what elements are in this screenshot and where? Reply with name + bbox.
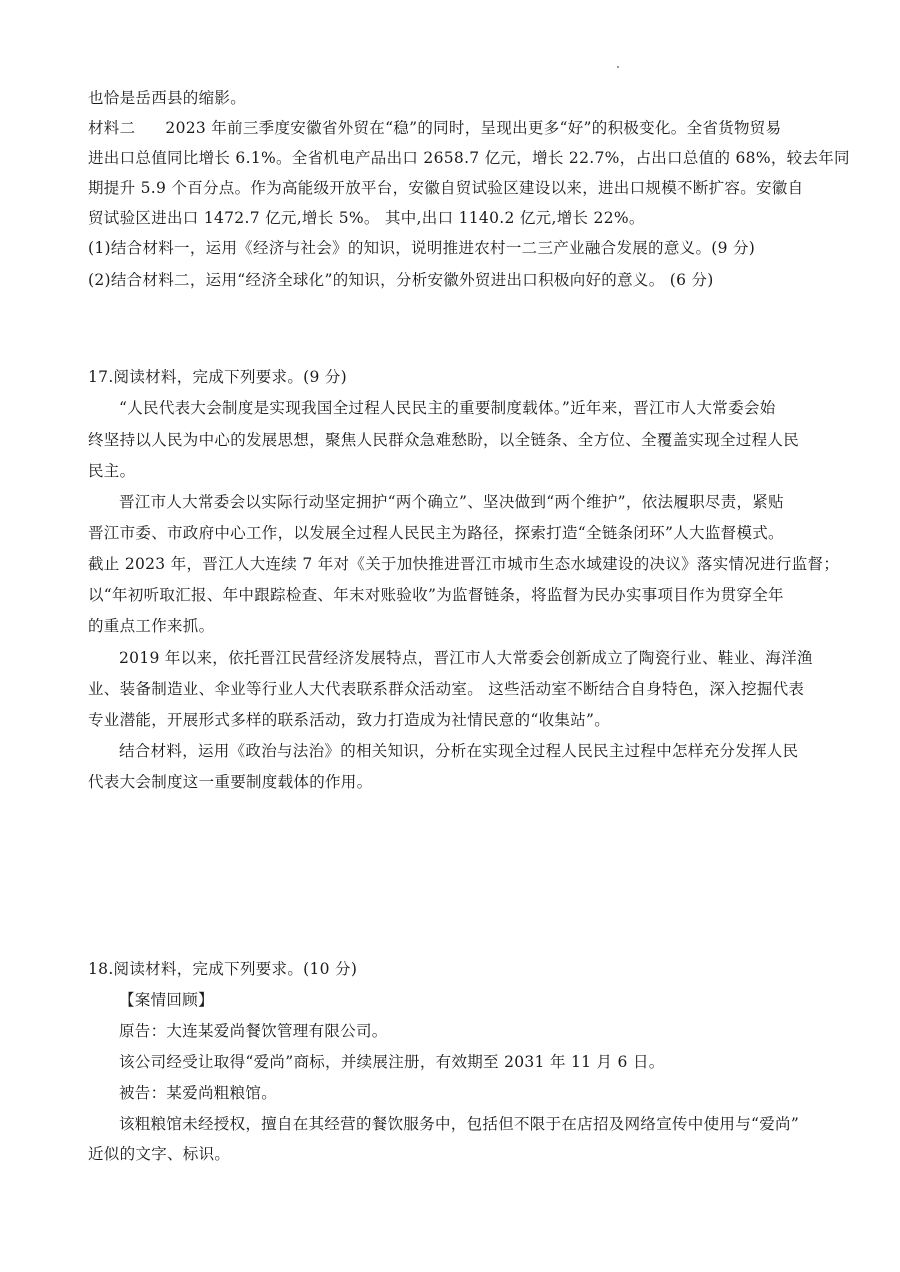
scan-speck [617,66,619,68]
q17-task-line-1: 结合材料，运用《政治与法治》的相关知识，分析在实现全过程人民民主过程中怎样充分发挥人民 [119,742,799,760]
q16-subquestion-1: (1)结合材料一，运用《经济与社会》的知识，说明推进农村一二三产业融合发展的意义。(9 分) [88,239,756,257]
q17-p2-line-5: 的重点工作来抓。 [88,617,215,635]
q18-defendant-detail-line-1: 该粗粮馆未经授权，擅自在其经营的餐饮服务中，包括但不限于在店招及网络宣传中使用与“爱尚” [119,1115,800,1133]
material-two-line-1: 材料二 2023 年前三季度安徽省外贸在“稳”的同时，呈现出更多“好”的积极变化。全省货物贸易 [88,119,782,137]
q17-p2-line-1: 晋江市人大常委会以实际行动坚定拥护“两个确立”、坚决做到“两个维护”，依法履职尽责，紧贴 [119,493,784,511]
q18-defendant: 被告：某爱尚粗粮馆。 [119,1084,278,1102]
q18-plaintiff-detail: 该公司经受让取得“爱尚”商标，并续展注册，有效期至 2031 年 11 月 6 日。 [119,1053,665,1071]
q18-heading: 18.阅读材料，完成下列要求。(10 分) [88,960,358,978]
q17-heading: 17.阅读材料，完成下列要求。(9 分) [88,368,348,386]
continuation-text: 也恰是岳西县的缩影。 [88,89,247,107]
q18-defendant-detail-line-2: 近似的文字、标识。 [88,1145,231,1163]
q17-p1-line-2: 终坚持以人民为中心的发展思想，聚焦人民群众急难愁盼，以全链条、全方位、全覆盖实现全过程人民 [88,431,800,449]
q17-p3-line-2: 业、装备制造业、伞业等行业人大代表联系群众活动室。 这些活动室不断结合自身特色，深入挖掘代表 [88,680,805,698]
q18-plaintiff: 原告：大连某爱尚餐饮管理有限公司。 [119,1022,388,1040]
q16-subquestion-2: (2)结合材料二，运用“经济全球化”的知识，分析安徽外贸进出口积极向好的意义。 (6 分) [88,271,714,289]
material-two-label: 材料二 [88,119,136,137]
q17-p1-line-3: 民主。 [88,462,136,480]
q17-p3-line-3: 专业潜能，开展形式多样的联系活动，致力打造成为社情民意的“收集站”。 [88,711,611,729]
q18-case-title: 【案情回顾】 [119,991,214,1009]
q17-p3-line-1: 2019 年以来，依托晋江民营经济发展特点，晋江市人大常委会创新成立了陶瓷行业、鞋业、海洋渔 [119,649,813,667]
material-two-line-2: 进出口总值同比增长 6.1%。全省机电产品出口 2658.7 亿元，增长 22.7%，占出口总值的 68%，较去年同 [88,149,850,167]
q17-p2-line-2: 晋江市委、市政府中心工作，以发展全过程人民民主为路径，探索打造“全链条闭环”人大监督模式。 [88,524,784,542]
material-two-line-4: 贸试验区进出口 1472.7 亿元,增长 5%。 其中,出口 1140.2 亿元,增长 22%。 [88,209,645,227]
q17-p2-line-4: 以“年初听取汇报、年中跟踪检查、年末对账验收”为监督链条，将监督为民办实事项目作为贯穿全年 [88,586,784,604]
q17-p2-line-3: 截止 2023 年，晋江人大连续 7 年对《关于加快推进晋江市城市生态水域建设的决议》落实情况进行监督； [88,555,840,573]
q17-task-line-2: 代表大会制度这一重要制度载体的作用。 [88,773,373,791]
q17-p1-line-1: “人民代表大会制度是实现我国全过程人民民主的重要制度载体。”近年来，晋江市人大常委会始 [119,399,776,417]
material-two-line-3: 期提升 5.9 个百分点。作为高能级开放平台，安徽自贸试验区建设以来，进出口规模不断扩容。安徽自 [88,179,804,197]
